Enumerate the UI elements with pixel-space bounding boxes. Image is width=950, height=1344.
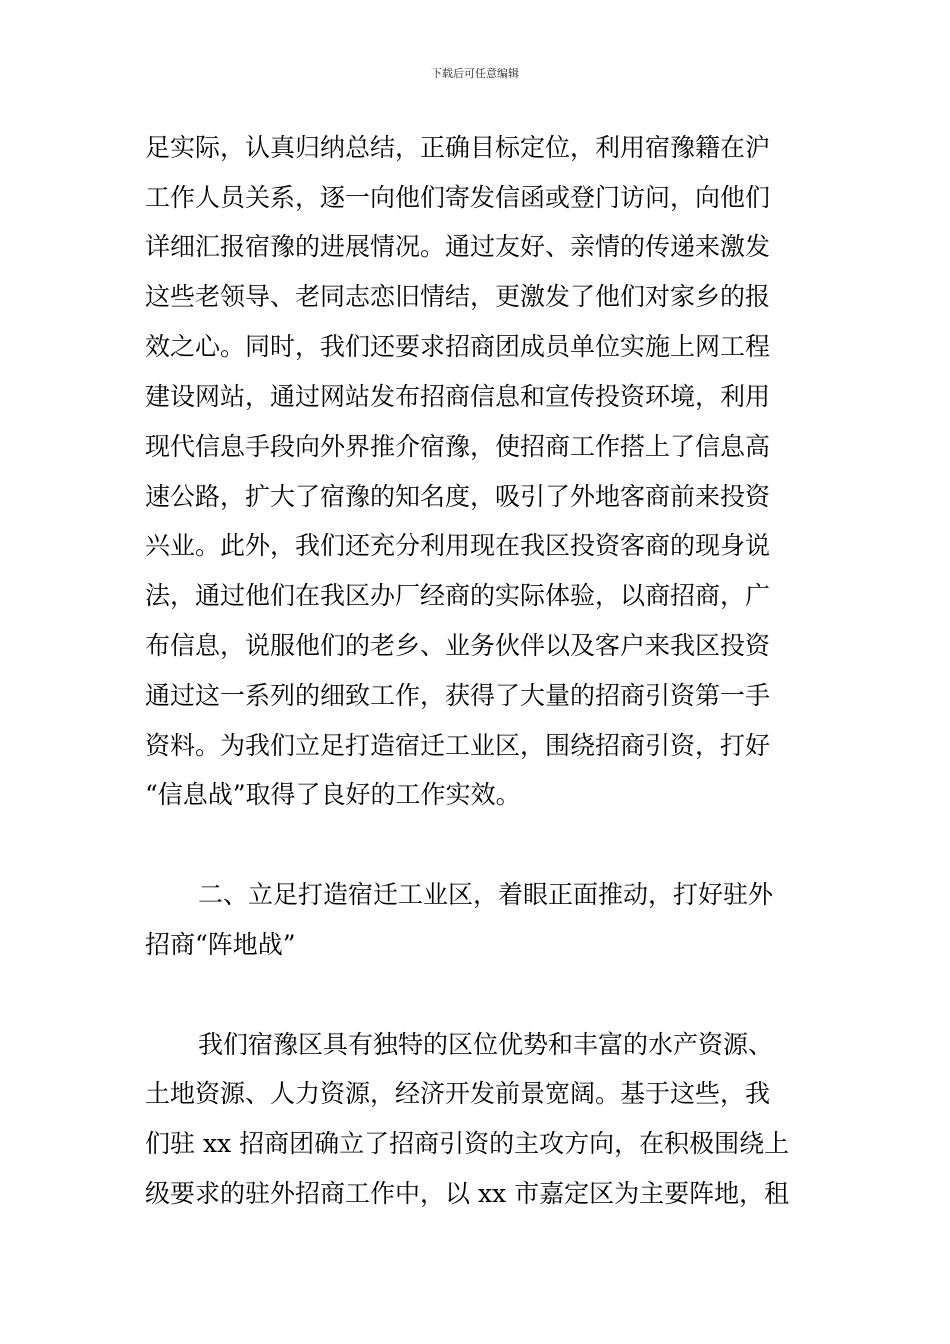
paragraph-line: 通过这一系列的细致工作，获得了大量的招商引资第一手 (145, 681, 771, 710)
paragraph-line: 效之心。同时，我们还要求招商团成员单位实施上网工程 (145, 332, 771, 361)
paragraph-line: 法，通过他们在我区办厂经商的实际体验，以商招商，广 (145, 581, 771, 610)
paragraph-line: 速公路，扩大了宿豫的知名度，吸引了外地客商前来投资 (145, 482, 771, 511)
paragraph-line: 土地资源、人力资源，经济开发前景宽阔。基于这些，我 (145, 1079, 771, 1108)
paragraph-line: 级要求的驻外招商工作中，以 xx 市嘉定区为主要阵地，租 (145, 1179, 790, 1208)
paragraph-line: 们驻 xx 招商团确立了招商引资的主攻方向，在积极围绕上 (145, 1129, 790, 1158)
paragraph-line: 资料。为我们立足打造宿迁工业区，围绕招商引资，打好 (145, 731, 771, 760)
paragraph-line: 兴业。此外，我们还充分利用现在我区投资客商的现身说 (145, 531, 771, 560)
section-heading-line: 招商“阵地战” (145, 930, 296, 959)
paragraph-line: 建设网站，通过网站发布招商信息和宣传投资环境，利用 (145, 382, 771, 411)
paragraph-line: 足实际，认真归纳总结，正确目标定位，利用宿豫籍在沪 (145, 133, 771, 162)
paragraph-line: 布信息，说服他们的老乡、业务伙伴以及客户来我区投资 (145, 631, 771, 660)
paragraph-line: 这些老领导、老同志恋旧情结，更激发了他们对家乡的报 (145, 282, 771, 311)
paragraph-line: 现代信息手段向外界推介宿豫，使招商工作搭上了信息高 (145, 432, 771, 461)
paragraph-line: “信息战”取得了良好的工作实效。 (145, 780, 521, 809)
paragraph-line: 工作人员关系，逐一向他们寄发信函或登门访问，向他们 (145, 183, 771, 212)
paragraph-line: 我们宿豫区具有独特的区位优势和丰富的水产资源、 (198, 1030, 774, 1059)
page-header: 下载后可任意编辑 (431, 67, 519, 80)
paragraph-line: 详细汇报宿豫的进展情况。通过友好、亲情的传递来激发 (145, 232, 771, 261)
section-heading-line: 二、立足打造宿迁工业区，着眼正面推动，打好驻外 (198, 880, 774, 909)
